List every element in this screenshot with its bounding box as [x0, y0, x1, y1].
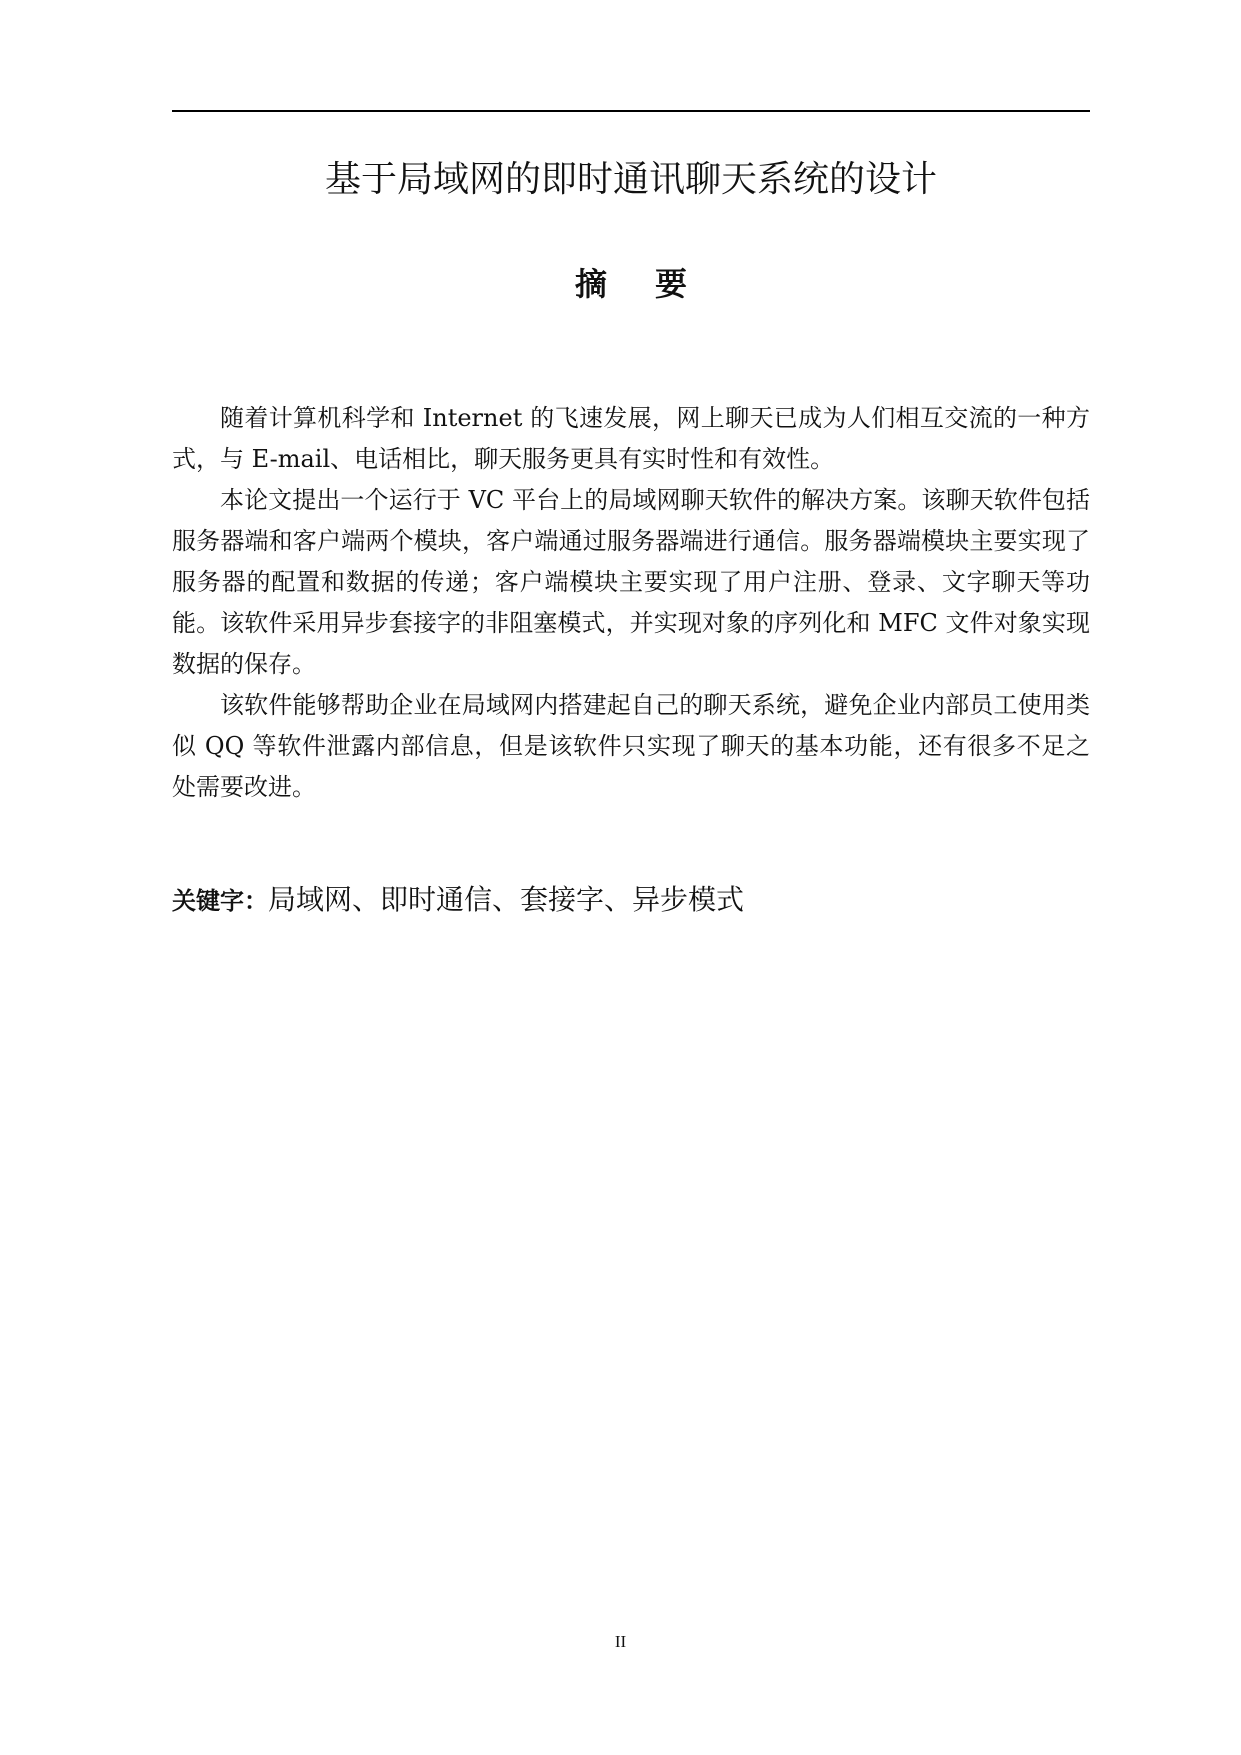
- abstract-heading: 摘要: [574, 265, 735, 303]
- document-title: 基于局域网的即时通讯聊天系统的设计: [324, 159, 937, 200]
- abstract-body: [172, 398, 1090, 808]
- header-rule: [172, 110, 1090, 112]
- keywords-label: 关键字：: [172, 887, 268, 915]
- keywords-value: 局域网、即时通信、套接字、异步模式: [268, 883, 745, 916]
- abstract-paragraph-2: 本论文提出一个运行于 VC 平台上的局域网聊天软件的解决方案。该聊天软件包括服务器端和客户端两个模块，客户端通过服务器端进行通信。服务器端模块主要实现了服务器的配置和数据的传递；客户端模块主要实现了用户注册、登录、文字聊天等功能。该软件采用异步套接字的非阻塞模式，并实现对象的序列化和 MFC 文件对象实现数据的保存。: [172, 486, 1090, 678]
- keywords-line: [172, 878, 1090, 923]
- abstract-paragraph-3: 该软件能够帮助企业在局域网内搭建起自己的聊天系统，避免企业内部员工使用类似 QQ 等软件泄露内部信息，但是该软件只实现了聊天的基本功能，还有很多不足之处需要改进。: [172, 691, 1090, 801]
- page-number: II: [614, 1632, 627, 1651]
- abstract-paragraph-1: 随着计算机科学和 Internet 的飞速发展，网上聊天已成为人们相互交流的一种方式，与 E-mail、电话相比，聊天服务更具有实时性和有效性。: [172, 404, 1090, 473]
